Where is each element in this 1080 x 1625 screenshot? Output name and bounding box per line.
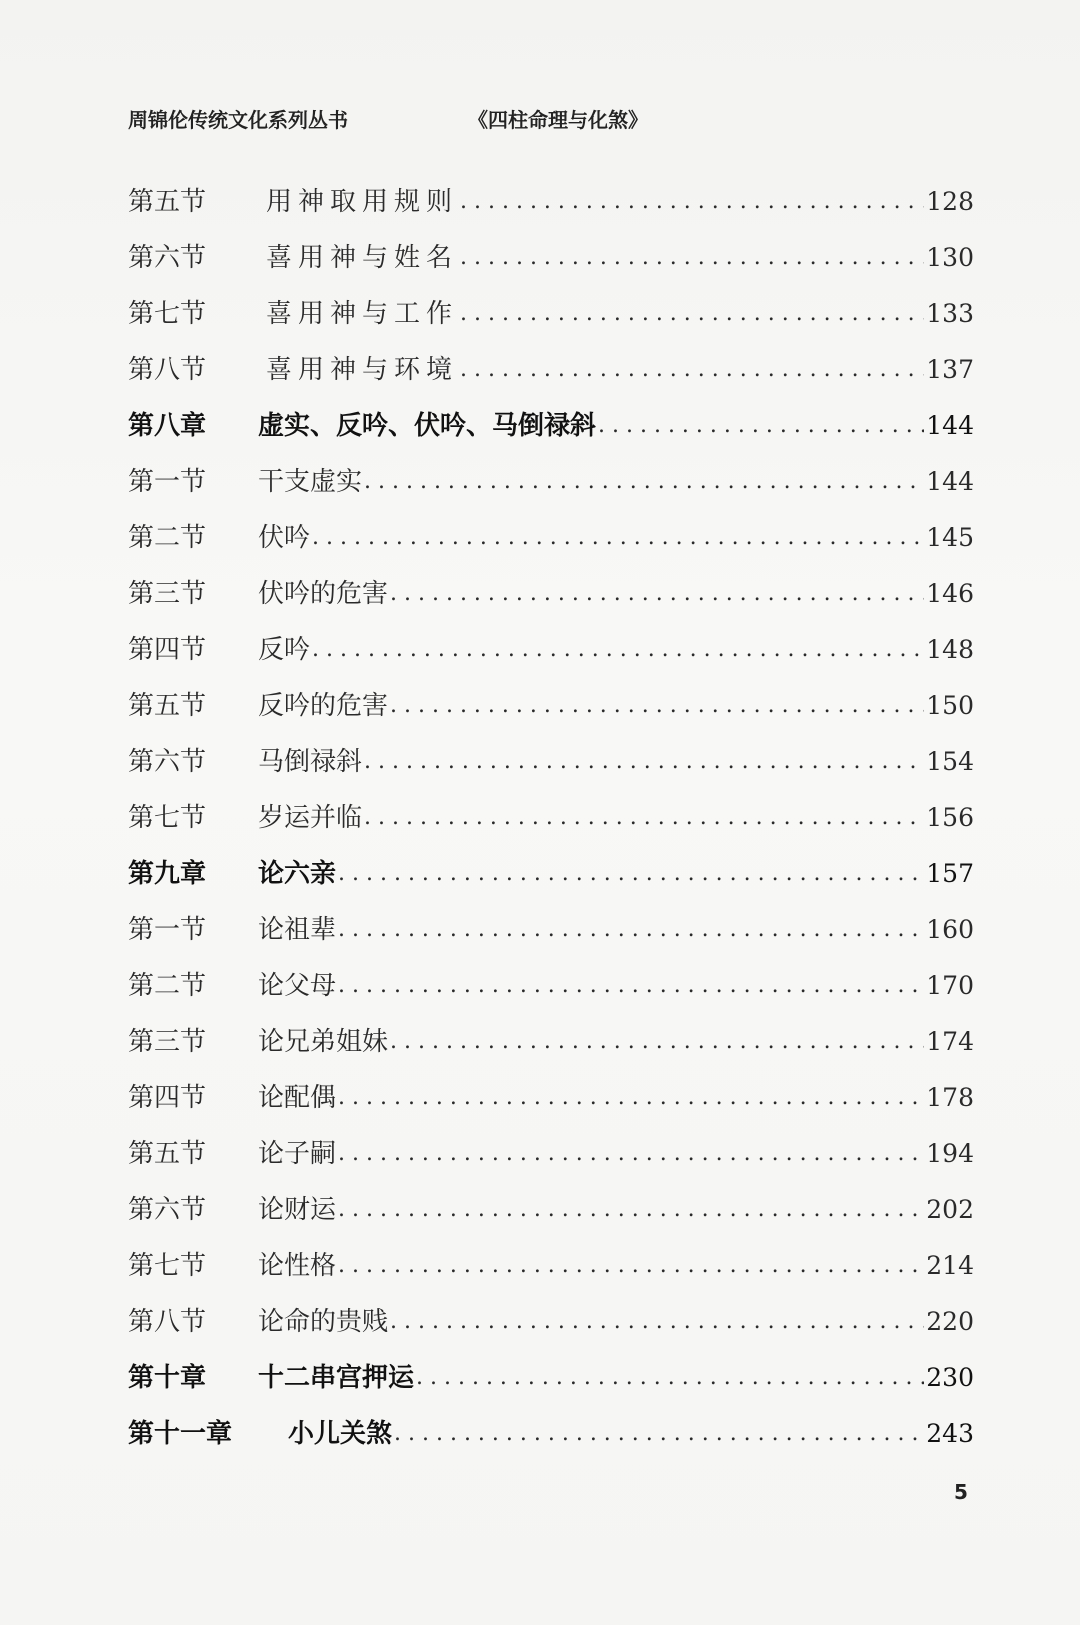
toc-section-row xyxy=(128,1062,974,1118)
toc-entry-title: 小儿关煞 xyxy=(288,1419,393,1449)
toc-page-number: 178 xyxy=(926,1083,974,1112)
toc-dot-leader xyxy=(460,238,924,278)
toc-section-row xyxy=(128,1174,974,1230)
toc-entry-title: 十二串宫押运 xyxy=(258,1363,415,1393)
toc-section-row xyxy=(128,894,974,950)
toc-page-number: 220 xyxy=(926,1307,974,1336)
toc-page-number: 133 xyxy=(926,299,974,328)
toc-entry-title: 论命的贵贱 xyxy=(258,1307,389,1337)
toc-page-number: 202 xyxy=(926,1195,974,1224)
toc-page-number: 160 xyxy=(926,915,974,944)
toc-entry-label: 第一节 xyxy=(128,915,207,945)
toc-entry-label: 第二节 xyxy=(128,971,207,1001)
toc-page-number: 144 xyxy=(926,411,974,440)
toc-dot-leader xyxy=(338,1190,924,1230)
toc-entry-title: 论配偶 xyxy=(258,1083,337,1113)
toc-entry-title: 岁运并临 xyxy=(258,803,363,833)
toc-entry-title: 论父母 xyxy=(258,971,337,1001)
toc-entry-label: 第六节 xyxy=(128,243,207,273)
toc-section-row xyxy=(128,670,974,726)
toc-chapter-row xyxy=(128,1342,974,1398)
toc-page-number: 243 xyxy=(926,1419,974,1448)
toc-section-row xyxy=(128,166,974,222)
toc-section-row xyxy=(128,782,974,838)
toc-entry-title: 论子嗣 xyxy=(258,1139,337,1169)
toc-page-number: 137 xyxy=(926,355,974,384)
toc-dot-leader xyxy=(394,1414,924,1454)
toc-chapter-row xyxy=(128,838,974,894)
table-of-contents xyxy=(128,166,974,1454)
toc-dot-leader xyxy=(390,686,924,726)
toc-page-number: 156 xyxy=(926,803,974,832)
toc-entry-label: 第一节 xyxy=(128,467,207,497)
toc-entry-title: 伏吟的危害 xyxy=(258,579,389,609)
toc-entry-label: 第五节 xyxy=(128,691,207,721)
toc-page-number: 214 xyxy=(926,1251,974,1280)
book-title: 《四柱命理与化煞》 xyxy=(468,108,648,132)
toc-dot-leader xyxy=(364,462,924,502)
toc-section-row xyxy=(128,558,974,614)
toc-dot-leader xyxy=(460,350,924,390)
toc-page-number: 154 xyxy=(926,747,974,776)
toc-entry-label: 第六节 xyxy=(128,747,207,777)
toc-entry-label: 第九章 xyxy=(128,859,207,889)
toc-section-row xyxy=(128,1230,974,1286)
toc-entry-label: 第八章 xyxy=(128,411,207,441)
toc-entry-title: 论财运 xyxy=(258,1195,337,1225)
toc-dot-leader xyxy=(390,574,924,614)
toc-page-number: 194 xyxy=(926,1139,974,1168)
toc-entry-title: 论祖辈 xyxy=(258,915,337,945)
toc-entry-label: 第三节 xyxy=(128,1027,207,1057)
toc-entry-title: 喜用神与环境 xyxy=(266,355,459,385)
toc-dot-leader xyxy=(460,294,924,334)
toc-entry-label: 第七节 xyxy=(128,299,207,329)
toc-page-number: 230 xyxy=(926,1363,974,1392)
toc-page-number: 170 xyxy=(926,971,974,1000)
toc-entry-title: 伏吟 xyxy=(258,523,311,553)
toc-entry-label: 第二节 xyxy=(128,523,207,553)
toc-entry-label: 第三节 xyxy=(128,579,207,609)
toc-dot-leader xyxy=(338,854,924,894)
toc-entry-label: 第七节 xyxy=(128,803,207,833)
toc-entry-label: 第十章 xyxy=(128,1363,207,1393)
toc-dot-leader xyxy=(390,1302,924,1342)
toc-dot-leader xyxy=(338,910,924,950)
toc-entry-label: 第五节 xyxy=(128,187,207,217)
toc-entry-title: 论兄弟姐妹 xyxy=(258,1027,389,1057)
toc-entry-title: 干支虚实 xyxy=(258,467,363,497)
toc-section-row xyxy=(128,278,974,334)
toc-page-number: 157 xyxy=(926,859,974,888)
toc-page-number: 145 xyxy=(926,523,974,552)
toc-section-row xyxy=(128,1286,974,1342)
toc-page-number: 144 xyxy=(926,467,974,496)
toc-section-row xyxy=(128,1118,974,1174)
toc-entry-label: 第六节 xyxy=(128,1195,207,1225)
toc-dot-leader xyxy=(390,1022,924,1062)
toc-section-row xyxy=(128,1006,974,1062)
toc-entry-label: 第七节 xyxy=(128,1251,207,1281)
toc-dot-leader xyxy=(460,182,924,222)
toc-entry-title: 用神取用规则 xyxy=(266,187,459,217)
toc-page-number: 174 xyxy=(926,1027,974,1056)
toc-dot-leader xyxy=(338,1246,924,1286)
toc-entry-label: 第四节 xyxy=(128,635,207,665)
running-header xyxy=(128,104,688,140)
toc-dot-leader xyxy=(416,1358,924,1398)
page-number: 5 xyxy=(954,1480,968,1504)
toc-dot-leader xyxy=(598,406,924,446)
toc-entry-title: 反吟 xyxy=(258,635,311,665)
toc-dot-leader xyxy=(338,1134,924,1174)
toc-entry-title: 喜用神与工作 xyxy=(266,299,459,329)
toc-dot-leader xyxy=(364,798,924,838)
toc-dot-leader xyxy=(338,966,924,1006)
toc-entry-label: 第八节 xyxy=(128,355,207,385)
toc-entry-title: 论六亲 xyxy=(258,859,337,889)
toc-entry-title: 马倒禄斜 xyxy=(258,747,363,777)
toc-section-row xyxy=(128,446,974,502)
toc-entry-title: 虚实、反吟、伏吟、马倒禄斜 xyxy=(258,411,597,441)
toc-section-row xyxy=(128,334,974,390)
toc-page-number: 146 xyxy=(926,579,974,608)
toc-entry-label: 第四节 xyxy=(128,1083,207,1113)
toc-chapter-row xyxy=(128,390,974,446)
toc-chapter-row xyxy=(128,1398,974,1454)
series-title: 周锦伦传统文化系列丛书 xyxy=(128,108,348,132)
toc-page-number: 130 xyxy=(926,243,974,272)
toc-page-number: 128 xyxy=(926,187,974,216)
toc-entry-title: 反吟的危害 xyxy=(258,691,389,721)
toc-section-row xyxy=(128,614,974,670)
toc-page-number: 148 xyxy=(926,635,974,664)
toc-section-row xyxy=(128,222,974,278)
toc-dot-leader xyxy=(364,742,924,782)
toc-section-row xyxy=(128,502,974,558)
toc-entry-label: 第八节 xyxy=(128,1307,207,1337)
toc-entry-label: 第五节 xyxy=(128,1139,207,1169)
toc-section-row xyxy=(128,726,974,782)
toc-entry-title: 喜用神与姓名 xyxy=(266,243,459,273)
toc-entry-label: 第十一章 xyxy=(128,1419,233,1449)
toc-section-row xyxy=(128,950,974,1006)
toc-entry-title: 论性格 xyxy=(258,1251,337,1281)
toc-dot-leader xyxy=(312,630,924,670)
toc-dot-leader xyxy=(338,1078,924,1118)
toc-dot-leader xyxy=(312,518,924,558)
toc-page-number: 150 xyxy=(926,691,974,720)
